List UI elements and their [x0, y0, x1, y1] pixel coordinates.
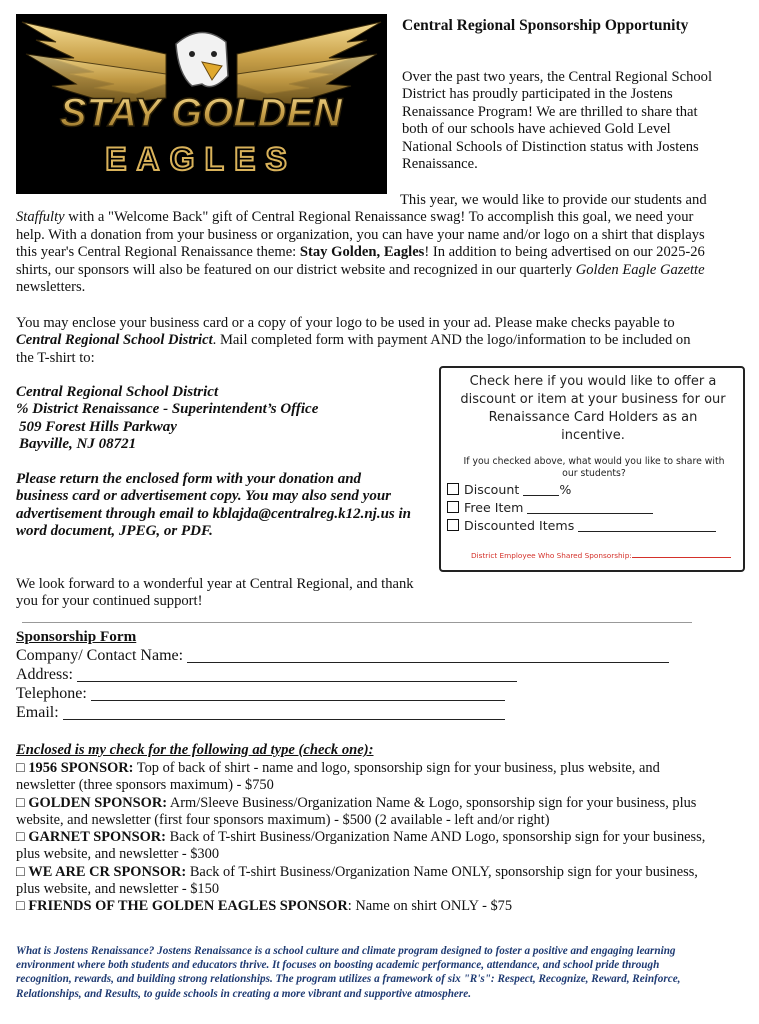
discount-checkbox[interactable] [447, 483, 459, 495]
tier-checkbox[interactable]: □ [16, 863, 25, 880]
employee-shared-row [471, 550, 731, 560]
tier-1956[interactable] [16, 760, 716, 795]
percent-label: % [559, 482, 572, 497]
tier-desc: Top of back of shirt - name and logo, sponsorship sign for your business, plus website, and newsletter (three sponsors maximum) - $750 [16, 760, 660, 794]
tier-checkbox[interactable]: □ [16, 760, 25, 776]
option-discount [447, 482, 571, 498]
tier-garnet[interactable] [16, 829, 716, 864]
discount-offer-box [439, 366, 745, 572]
free-item-label: Free Item [464, 500, 524, 515]
tier-desc: Back of T-shirt Business/Organization Name ONLY, sponsorship sign for your business, plus website, and newsletter - $150 [16, 863, 698, 898]
mailing-address [16, 384, 426, 454]
discount-label: Discount [464, 482, 520, 497]
tier-name: 1956 SPONSOR: [28, 760, 134, 776]
payee-name: Central Regional School District [16, 332, 213, 349]
info-answer: Jostens Renaissance is a school culture and climate program designed to foster a positive and engaging learning environment where both students and educators thrive. It focuses on boosting academic performance, attendance, and school pride through recognition, rewards, and building strong relationships. The program utilizes a framework of six "R's": Respect, Recognize, Reward, Reinforce, Relationships, and Results, to guide schools in creating a more vibrant and supportive atmosphere. [16, 945, 681, 1000]
tier-golden[interactable] [16, 795, 716, 830]
tier-checkbox[interactable]: □ [16, 898, 25, 915]
option-discounted-items [447, 518, 716, 534]
address-label: Address: [16, 666, 73, 683]
p2-text-a: This year, we would like to provide our students and [400, 192, 707, 208]
employee-field[interactable] [632, 550, 731, 558]
tier-name: GARNET SPONSOR: [28, 829, 166, 846]
p2-staffulty: Staffulty [16, 209, 65, 226]
discount-percent-field[interactable] [523, 483, 559, 496]
jostens-info [16, 944, 706, 1001]
logo-subtitle-text: EAGLES [105, 141, 297, 177]
discounted-items-checkbox[interactable] [447, 519, 459, 531]
tier-checkbox[interactable]: □ [16, 794, 25, 811]
closing-paragraph: We look forward to a wonderful year at Central Regional, and thank you for your continued support! [16, 576, 414, 610]
tier-we-are-cr[interactable] [16, 864, 716, 899]
free-item-checkbox[interactable] [447, 501, 459, 513]
p3-text-a: You may enclose your business card or a copy of your logo to be used in your ad. Please make checks payable to [16, 315, 675, 331]
tier-desc: Back of T-shirt Business/Organization Name AND Logo, sponsorship sign for your business, plus website, and newsletter - $300 [16, 829, 706, 863]
p3-text-b: . Mail completed form with payment AND the logo/information to be included on the T-shirt to: [16, 332, 691, 366]
address-line-3: 509 Forest Hills Parkway [19, 418, 177, 435]
telephone-row [16, 684, 505, 703]
info-question: What is Jostens Renaissance? [16, 945, 155, 957]
tier-name: GOLDEN SPONSOR: [28, 794, 168, 811]
p2-theme: Stay Golden, Eagles [299, 244, 425, 261]
sponsor-tier-list [16, 760, 716, 916]
company-row [16, 646, 669, 665]
discount-box-question: If you checked above, what would you like to share with our students? [463, 456, 725, 480]
eagle-head-icon [176, 32, 228, 86]
address-line-2: % District Renaissance - Superintendent’s Office [16, 401, 319, 418]
address-line-1: Central Regional School District [16, 384, 219, 400]
stay-golden-eagles-logo [16, 14, 387, 194]
tier-name: FRIENDS OF THE GOLDEN EAGLES SPONSOR [28, 898, 348, 915]
employee-label: District Employee Who Shared Sponsorship: [471, 551, 632, 560]
telephone-field[interactable] [91, 685, 505, 701]
discounted-items-field[interactable] [578, 519, 716, 532]
enclosed-check-title: Enclosed is my check for the following ad type (check one): [16, 742, 374, 758]
tier-checkbox[interactable]: □ [16, 829, 25, 846]
eagle-logo-graphic [16, 14, 387, 194]
discounted-items-label: Discounted Items [464, 518, 575, 533]
tier-friends[interactable] [16, 898, 716, 915]
email-row [16, 703, 505, 722]
tier-name: WE ARE CR SPONSOR: [28, 863, 187, 880]
email-field[interactable] [63, 704, 505, 720]
address-line-4: Bayville, NJ 08721 [19, 436, 137, 453]
company-field[interactable] [187, 647, 669, 663]
section-divider [22, 622, 692, 623]
intro-paragraph-1: Over the past two years, the Central Regional School District has proudly participated in the Jostens Renaissance Program! We are thrilled to share that both of our schools have achieved Gold Level National Schools of Distinction status with Jostens Renaissance. [402, 69, 713, 173]
address-field[interactable] [77, 666, 517, 682]
sponsorship-form-title: Sponsorship Form [16, 628, 137, 645]
telephone-label: Telephone: [16, 685, 87, 702]
p2-text-c: ! In addition to being advertised on our 2025-26 shirts, our sponsors will also be featured on our district website and recognized in our quarterly [16, 244, 705, 278]
email-label: Email: [16, 704, 59, 721]
page-title: Central Regional Sponsorship Opportunity [402, 17, 689, 34]
address-row [16, 665, 517, 684]
tier-desc: : Name on shirt ONLY - $75 [347, 898, 513, 915]
company-label: Company/ Contact Name: [16, 647, 184, 664]
logo-title-text: STAY GOLDEN [59, 91, 343, 135]
tier-desc: Arm/Sleeve Business/Organization Name & Logo, sponsorship sign for your business, plus website, and newsletter (first four sponsors maximum) - $500 (2 available - left and/or right) [16, 794, 697, 828]
p2-text-d: newsletters. [16, 279, 86, 296]
free-item-field[interactable] [527, 501, 653, 514]
payment-instructions [16, 315, 706, 367]
return-note: Please return the enclosed form with your donation and business card or advertisement copy. You may also send your advertisement through email to kblajda@centralreg.k12.nj.us in word document, JPEG, or PDF. [16, 471, 412, 540]
discount-box-heading: Check here if you would like to offer a discount or item at your business for our Renaissance Card Holders as an incentive. [460, 374, 726, 443]
option-free-item [447, 500, 653, 516]
p2-gazette: Golden Eagle Gazette [575, 261, 705, 278]
p2-text-b: with a "Welcome Back" gift of Central Regional Renaissance swag! To accomplish this goal, we need your help. With a donation from your business or organization, you can have your name and/or logo on a shirt that displays this year's Central Regional Renaissance theme: [16, 209, 705, 261]
intro-paragraph-2 [16, 192, 716, 296]
